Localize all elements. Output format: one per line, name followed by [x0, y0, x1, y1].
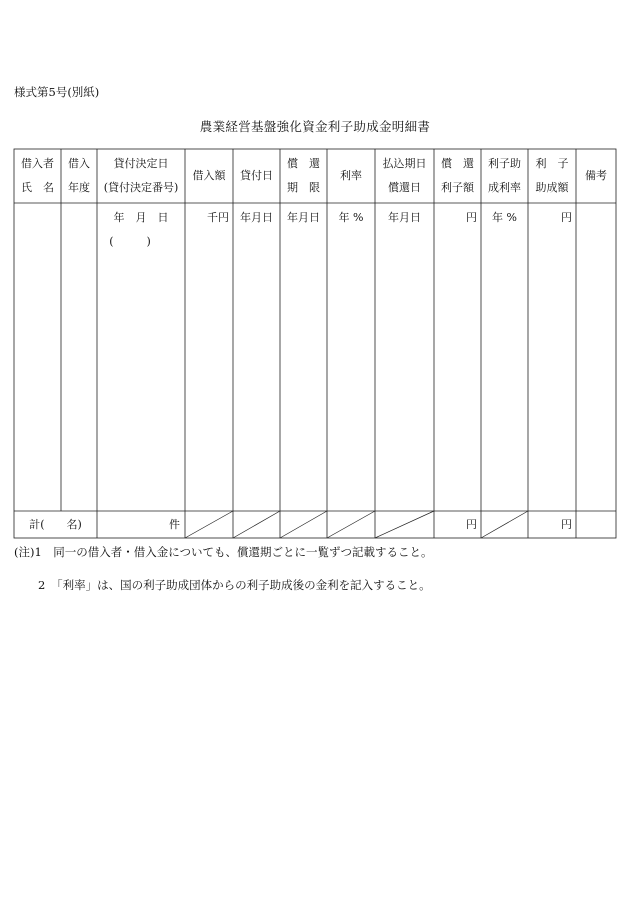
- form-id: 様式第5号(別紙): [14, 85, 100, 99]
- header-borrower-name-2: 氏 名: [21, 181, 54, 194]
- unit-interest-rate: 年 %: [338, 211, 364, 224]
- header-repay-period-1: 償 還: [287, 157, 320, 170]
- header-subsidy-amount-2: 助成額: [535, 181, 569, 194]
- header-borrow-amount: 借入額: [192, 169, 226, 182]
- header-repay-interest-1: 償 還: [441, 157, 474, 170]
- total-label: 計( 名): [29, 518, 82, 531]
- header-subsidy-rate-1: 利子助: [488, 157, 521, 170]
- header-repay-period-2: 期 限: [287, 181, 320, 194]
- header-subsidy-amount-1: 利 子: [535, 157, 569, 170]
- total-repay-interest-unit: 円: [466, 518, 477, 531]
- unit-loan-date: 年月日: [240, 211, 273, 224]
- header-subsidy-rate-2: 成利率: [488, 181, 521, 194]
- unit-borrow-amount: 千円: [207, 211, 229, 224]
- document-title: 農業経営基盤強化資金利子助成金明細書: [199, 119, 431, 134]
- header-borrow-year-2: 年度: [68, 181, 90, 194]
- unit-decision-number: ( ): [109, 235, 151, 248]
- header-borrow-year-1: 借入: [68, 157, 90, 170]
- unit-repay-period: 年月日: [287, 211, 320, 224]
- unit-payment-date: 年月日: [388, 211, 421, 224]
- header-payment-date-2: 償還日: [388, 181, 421, 194]
- total-count-unit: 件: [169, 518, 180, 531]
- unit-subsidy-amount: 円: [561, 211, 572, 224]
- header-loan-decision-2: (貸付決定番号): [103, 181, 179, 194]
- header-remarks: 備考: [585, 169, 607, 182]
- header-borrower-name-1: 借入者: [21, 157, 54, 170]
- header-interest-rate: 利率: [340, 169, 362, 182]
- header-loan-date: 貸付日: [240, 169, 273, 182]
- header-loan-decision-1: 貸付決定日: [113, 157, 169, 170]
- unit-decision-date: 年 月 日: [113, 211, 169, 224]
- note-2: 2 「利率」は、国の利子助成団体からの利子助成後の金利を記入すること。: [38, 578, 431, 592]
- unit-subsidy-rate: 年 %: [492, 211, 517, 224]
- note-1: (注)1 同一の借入者・借入金についても、償還期ごとに一覧ずつ記載すること。: [14, 545, 433, 559]
- header-repay-interest-2: 利子額: [441, 181, 474, 194]
- header-payment-date-1: 払込期日: [382, 157, 427, 170]
- total-subsidy-amount-unit: 円: [561, 518, 572, 531]
- unit-repay-interest: 円: [466, 211, 477, 224]
